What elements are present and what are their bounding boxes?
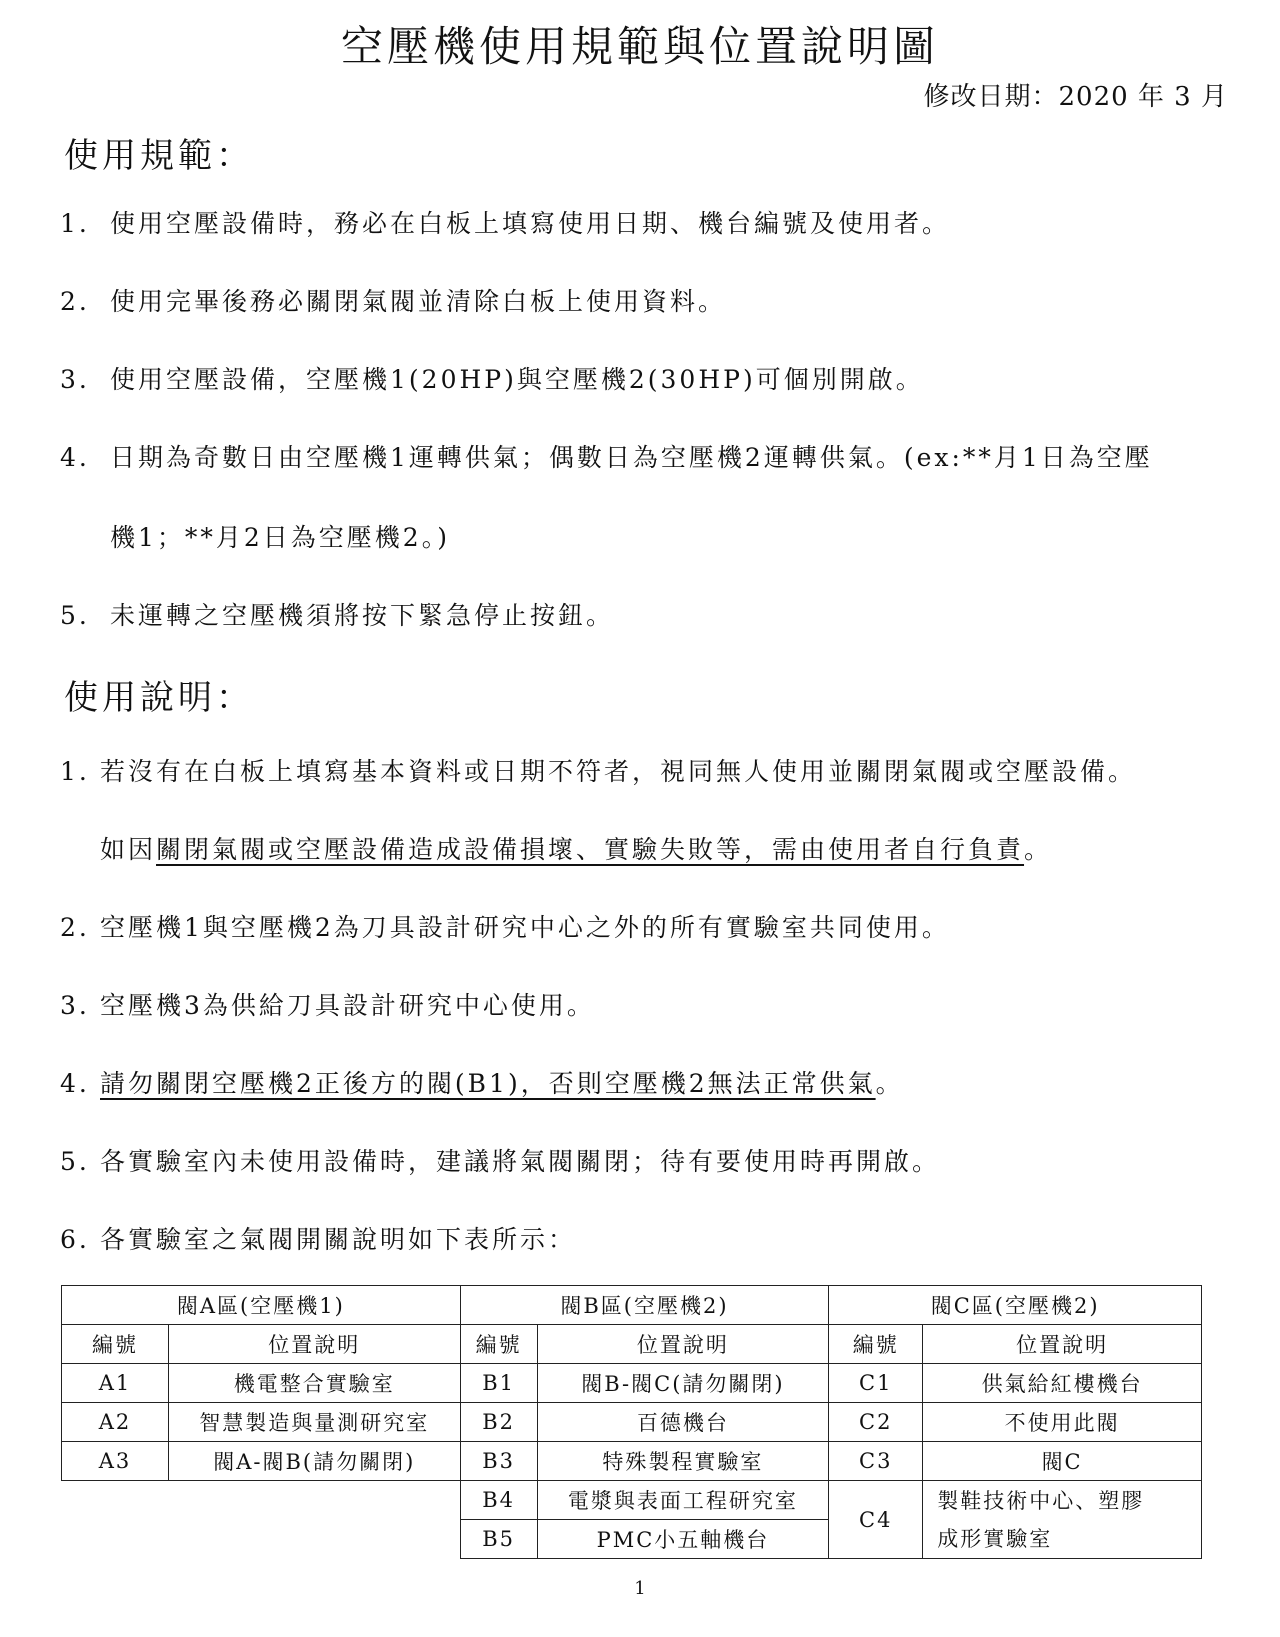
rule-text: 未運轉之空壓機須將按下緊急停止按鈕。 xyxy=(110,601,615,630)
instruction-item-2 xyxy=(60,908,950,944)
valve-desc: 閥A-閥B(請勿關閉) xyxy=(168,1442,460,1481)
rule-text: 使用空壓設備時，務必在白板上填寫使用日期、機台編號及使用者。 xyxy=(110,209,951,238)
zone-b-header: 閥B區(空壓機2) xyxy=(460,1286,829,1325)
valve-id: A3 xyxy=(62,1442,169,1481)
col-id-header: 編號 xyxy=(62,1325,169,1364)
valve-desc-multiline xyxy=(923,1481,1202,1559)
valve-desc: 供氣給紅樓機台 xyxy=(923,1364,1202,1403)
col-id-header: 編號 xyxy=(460,1325,537,1364)
valve-desc: 電漿與表面工程研究室 xyxy=(537,1481,829,1520)
instruction-text: 各實驗室之氣閥開關說明如下表所示： xyxy=(100,1225,577,1254)
rule-number: 1. xyxy=(60,209,90,238)
valve-desc: 智慧製造與量測研究室 xyxy=(168,1403,460,1442)
empty-cell xyxy=(62,1481,461,1520)
valve-desc-line: 成形實驗室 xyxy=(937,1526,1053,1551)
valve-id: A1 xyxy=(62,1364,169,1403)
col-desc-header: 位置說明 xyxy=(168,1325,460,1364)
table-row xyxy=(62,1403,1202,1442)
valve-id: B4 xyxy=(460,1481,537,1520)
valve-id: B3 xyxy=(460,1442,537,1481)
zone-a-header: 閥A區(空壓機1) xyxy=(62,1286,461,1325)
rule-item-1 xyxy=(60,204,950,240)
valve-id: A2 xyxy=(62,1403,169,1442)
valve-desc-line: 製鞋技術中心、塑膠 xyxy=(937,1488,1145,1513)
instruction-number: 2. xyxy=(60,913,90,942)
rule-number: 2. xyxy=(60,287,90,316)
valve-desc: 機電整合實驗室 xyxy=(168,1364,460,1403)
rule-item-3 xyxy=(60,360,924,396)
instruction-item-3 xyxy=(60,986,595,1022)
rule-text: 日期為奇數日由空壓機1運轉供氣；偶數日為空壓機2運轉供氣。(ex:**月1日為空壓 xyxy=(110,443,1153,472)
valve-id: B2 xyxy=(460,1403,537,1442)
col-desc-header: 位置說明 xyxy=(537,1325,829,1364)
table-row xyxy=(62,1481,1202,1520)
rule-number: 5. xyxy=(60,601,90,630)
zone-c-header: 閥C區(空壓機2) xyxy=(829,1286,1202,1325)
valve-id: B1 xyxy=(460,1364,537,1403)
valve-desc: 閥B-閥C(請勿關閉) xyxy=(537,1364,829,1403)
instruction-text: 空壓機1與空壓機2為刀具設計研究中心之外的所有實驗室共同使用。 xyxy=(100,913,950,942)
instruction-text-suffix: 。 xyxy=(875,1069,904,1098)
revised-date: 修改日期：2020 年 3 月 xyxy=(923,82,1228,112)
valve-desc: PMC小五軸機台 xyxy=(537,1520,829,1559)
rule-item-5 xyxy=(60,596,614,632)
instruction-item-5 xyxy=(60,1142,940,1178)
instruction-item-1 xyxy=(60,752,1136,788)
instruction-text-suffix: 。 xyxy=(1024,835,1053,864)
rule-number: 4. xyxy=(60,443,90,472)
instruction-item-1-continued xyxy=(100,830,1052,866)
rule-text: 使用完畢後務必關閉氣閥並清除白板上使用資料。 xyxy=(110,287,727,316)
zone-header-row xyxy=(62,1286,1202,1325)
rule-item-4-continued: 機1；**月2日為空壓機2。) xyxy=(110,523,450,552)
rule-item-2 xyxy=(60,282,726,318)
rules-heading: 使用規範： xyxy=(64,136,254,176)
valve-desc: 特殊製程實驗室 xyxy=(537,1442,829,1481)
valve-id: C2 xyxy=(829,1403,923,1442)
instruction-text: 空壓機3為供給刀具設計研究中心使用。 xyxy=(100,991,595,1020)
instruction-number: 6. xyxy=(60,1225,90,1254)
instruction-number: 4. xyxy=(60,1069,90,1098)
valve-desc: 閥C xyxy=(923,1442,1202,1481)
table-row xyxy=(62,1442,1202,1481)
instruction-text: 各實驗室內未使用設備時，建議將氣閥關閉；待有要使用時再開啟。 xyxy=(100,1147,941,1176)
instruction-item-6 xyxy=(60,1220,576,1256)
col-id-header: 編號 xyxy=(829,1325,923,1364)
instruction-number: 1. xyxy=(60,757,90,786)
page-title: 空壓機使用規範與位置說明圖 xyxy=(340,22,939,71)
instruction-text-underlined: 關閉氣閥或空壓設備造成設備損壞、實驗失敗等，需由使用者自行負責 xyxy=(156,835,1025,864)
instruction-number: 5. xyxy=(60,1147,90,1176)
table-row xyxy=(62,1364,1202,1403)
rule-item-4 xyxy=(60,438,1153,474)
valve-desc: 百德機台 xyxy=(537,1403,829,1442)
valve-id: C4 xyxy=(829,1481,923,1559)
instruction-number: 3. xyxy=(60,991,90,1020)
instructions-heading: 使用說明： xyxy=(64,678,254,718)
valve-table xyxy=(61,1285,1202,1559)
rule-number: 3. xyxy=(60,365,90,394)
empty-cell xyxy=(62,1520,461,1559)
valve-id: C1 xyxy=(829,1364,923,1403)
valve-desc: 不使用此閥 xyxy=(923,1403,1202,1442)
instruction-item-4 xyxy=(60,1064,904,1100)
instruction-text: 若沒有在白板上填寫基本資料或日期不符者，視同無人使用並關閉氣閥或空壓設備。 xyxy=(100,757,1137,786)
instruction-text-prefix: 如因 xyxy=(100,835,157,864)
valve-id: C3 xyxy=(829,1442,923,1481)
col-desc-header: 位置說明 xyxy=(923,1325,1202,1364)
rule-text: 使用空壓設備，空壓機1(20HP)與空壓機2(30HP)可個別開啟。 xyxy=(110,365,924,394)
page-number: 1 xyxy=(634,1578,646,1599)
instruction-text-underlined: 請勿關閉空壓機2正後方的閥(B1)，否則空壓機2無法正常供氣 xyxy=(100,1069,876,1098)
valve-id: B5 xyxy=(460,1520,537,1559)
column-header-row xyxy=(62,1325,1202,1364)
